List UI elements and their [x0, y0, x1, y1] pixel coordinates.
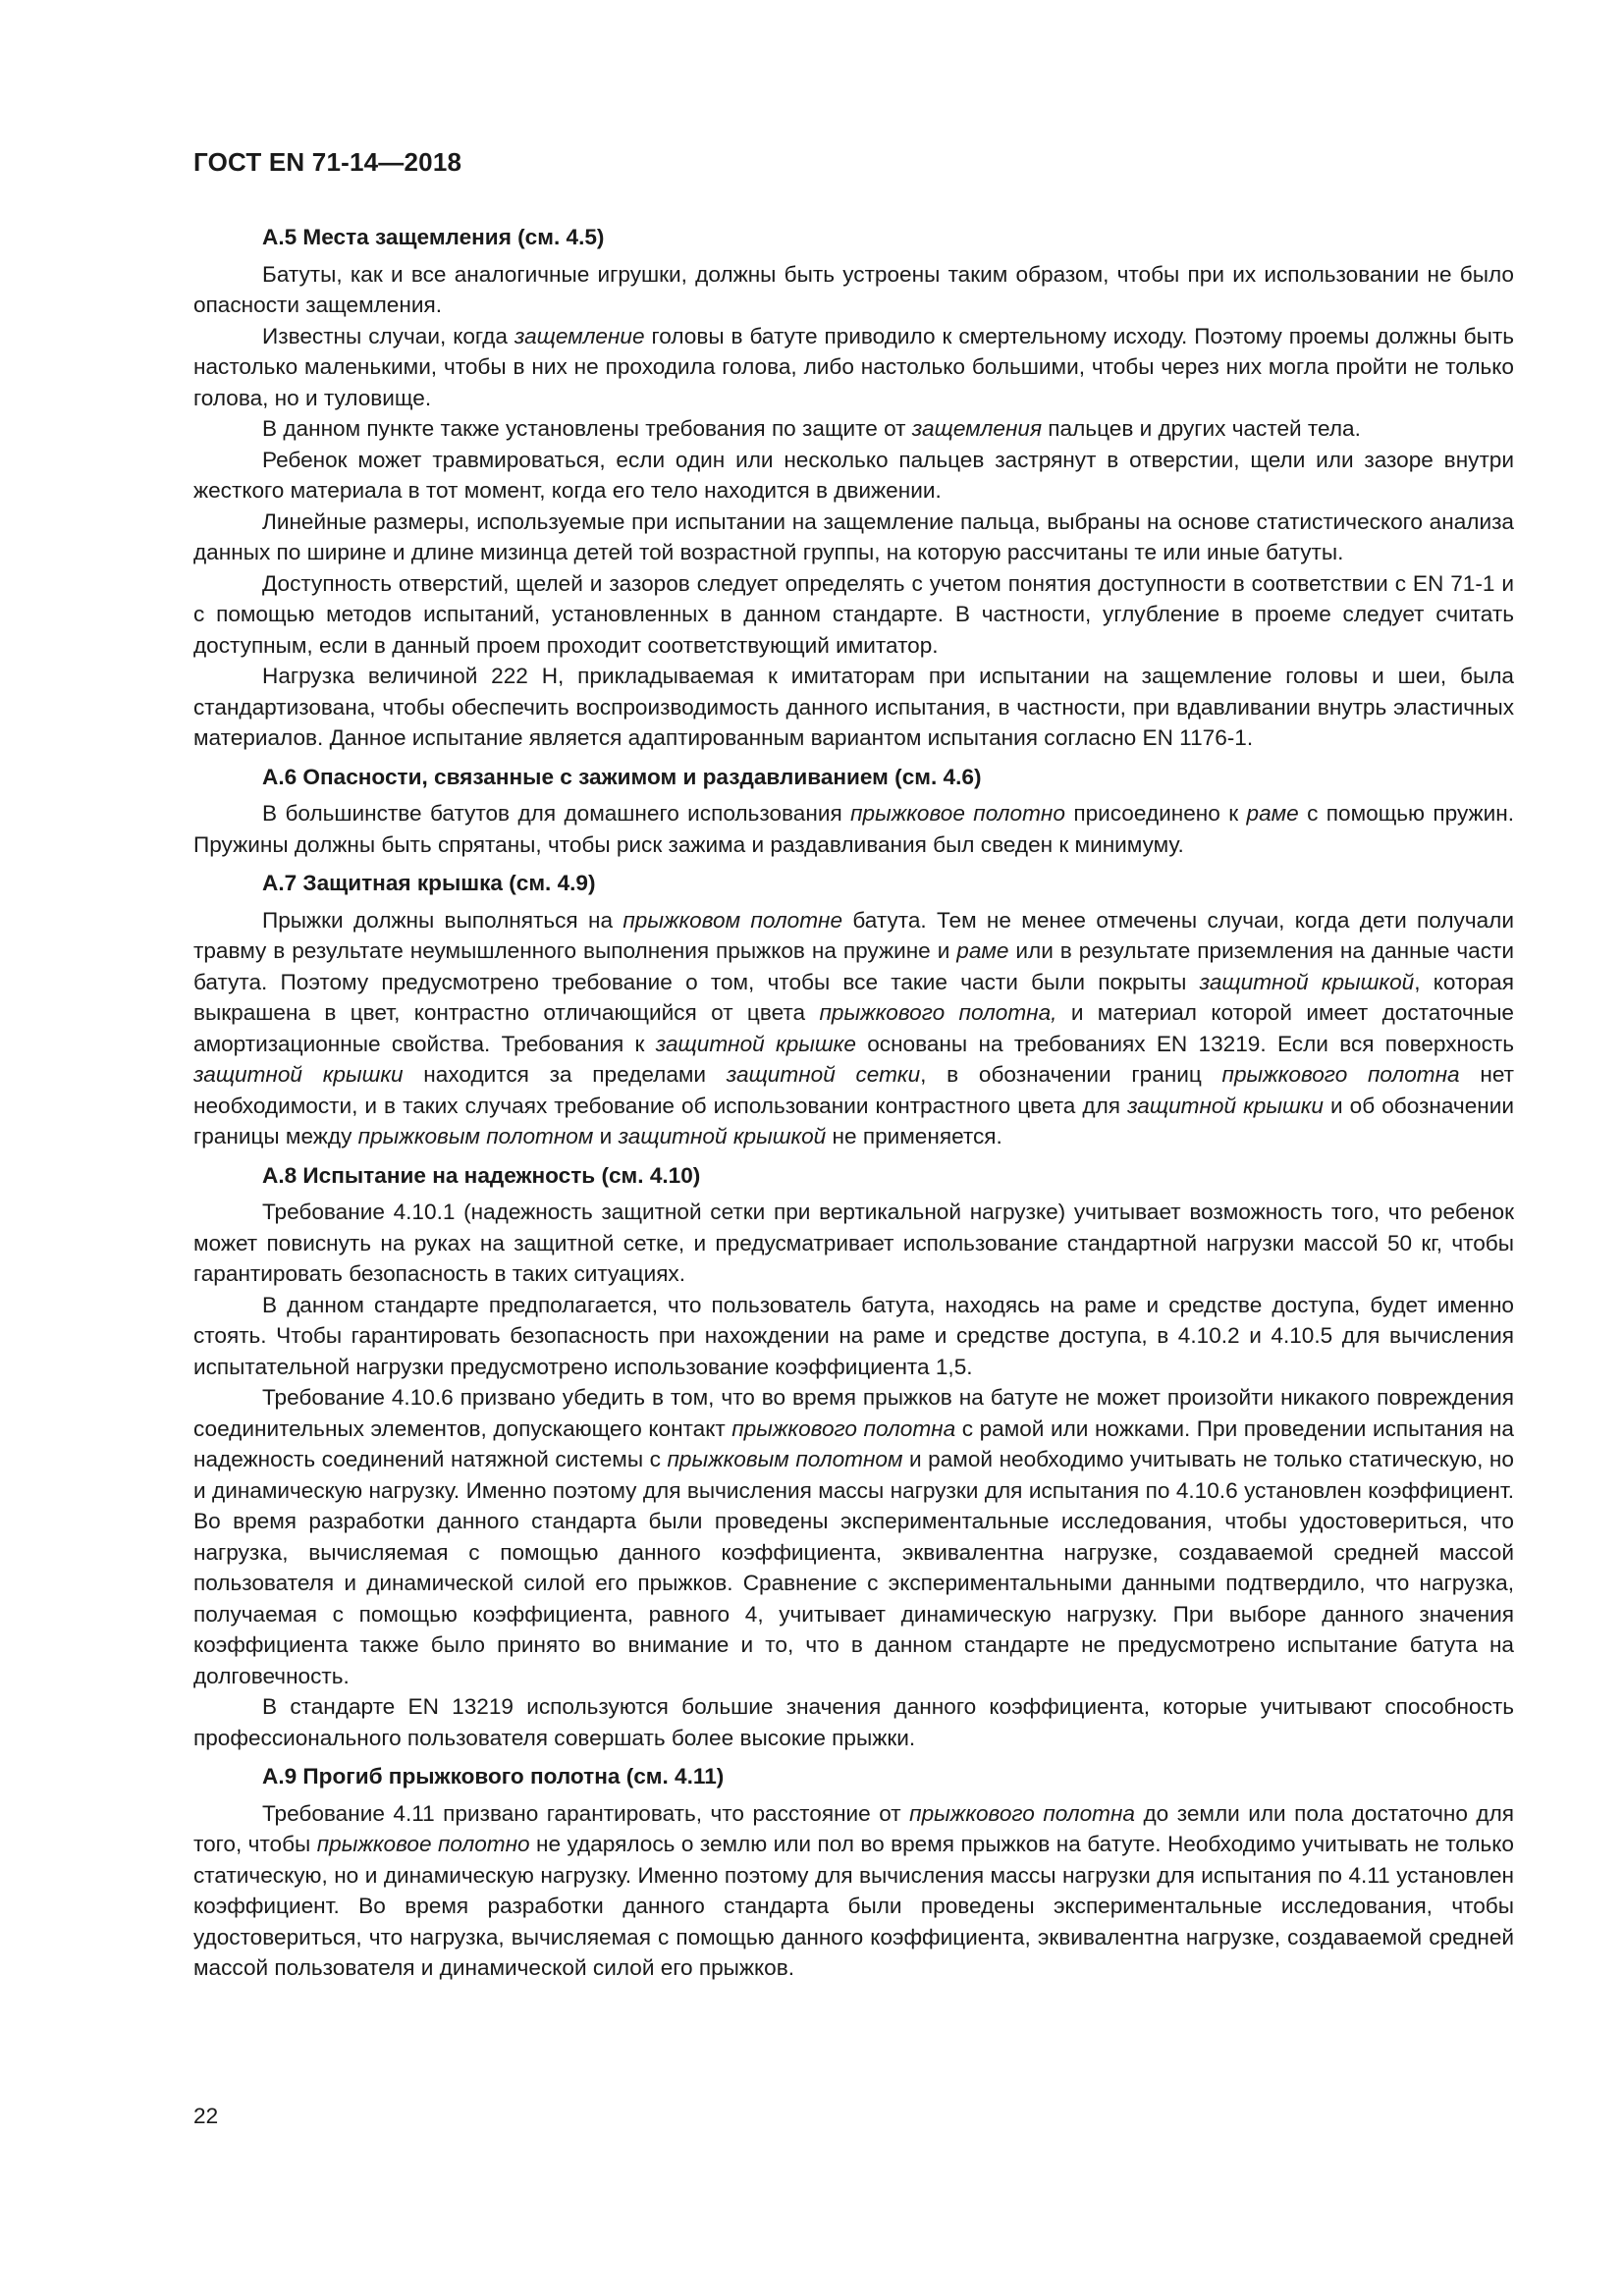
document-body: [193, 222, 1514, 1984]
italic-term: защитной крышке: [655, 1031, 856, 1056]
text-run: с помощью пружин. Пружины должны быть спрятаны, чтобы риск зажима и раздавливания был сведен к минимуму.: [193, 801, 1514, 857]
text-run: основаны на требованиях EN 13219. Если вся поверхность: [855, 1031, 1514, 1056]
text-run: или в результате приземления на данные части батута. Поэтому предусмотрено требование о том, чтобы все такие части были покрыты: [193, 938, 1514, 994]
page-number: 22: [193, 2104, 219, 2128]
italic-term: раме: [1246, 801, 1299, 826]
section-heading: А.7 Защитная крышка (см. 4.9): [262, 871, 596, 895]
body-paragraph: [193, 445, 1514, 507]
italic-term: прыжковым полотном: [357, 1124, 594, 1148]
italic-term: прыжкового полотна,: [819, 1000, 1057, 1025]
section-heading: А.5 Места защемления (см. 4.5): [262, 225, 605, 249]
body-paragraph: [193, 1197, 1514, 1290]
body-paragraph: [193, 259, 1514, 321]
text-run: Батуты, как и все аналогичные игрушки, должны быть устроены таким образом, чтобы при их использовании не было опасности защемления.: [193, 261, 1514, 317]
text-run: Прыжки должны выполняться на: [262, 907, 623, 933]
italic-term: раме: [956, 938, 1009, 963]
italic-term: защемления: [911, 416, 1043, 441]
body-paragraph: [193, 1798, 1514, 1984]
italic-term: защитной крышки: [193, 1062, 404, 1087]
text-run: Доступность отверстий, щелей и зазоров следует определять с учетом понятия доступности в соответствии с EN 71-1 и с помощью методов испытаний, установленных в данном стандарте. В частности, углубление в проеме следует считать доступным, если в данный проем проходит соответствующий имитатор.: [193, 570, 1514, 658]
italic-term: прыжковое полотно: [316, 1832, 530, 1856]
text-run: пальцев и других частей тела.: [1042, 416, 1361, 441]
text-run: и об обозначении границы между: [193, 1093, 1514, 1148]
text-run: и рамой необходимо учитывать не только статическую, но и динамическую нагрузку. Именно поэтому для вычисления массы нагрузки для испытания по 4.10.6 установлен коэффициент. Во время разработки данного стандарта были проведены экспериментальные исследования, чтобы удостовериться, что нагрузка, вычисляемая с помощью данного коэффициента, эквивалентна нагрузке, создаваемой средней массой пользователя и динамической силой его прыжков. Сравнение с экспериментальными данными подтвердило, что нагрузка, получаемая с помощью коэффициента, равного 4, учитывает динамическую нагрузку. При выборе данного значения коэффициента также было принято во внимание и то, что в данном стандарте не предусмотрено испытание батута на долговечность.: [193, 1447, 1514, 1688]
text-run: Нагрузка величиной 222 Н, прикладываемая к имитаторам при испытании на защемление головы и шеи, была стандартизована, чтобы обеспечить воспроизводимость данного испытания, в частности, при вдавливании внутрь эластичных материалов. Данное испытание является адаптированным вариантом испытания согласно EN 1176-1.: [193, 664, 1514, 750]
text-run: не применяется.: [826, 1124, 1002, 1148]
italic-term: защитной крышкой: [1199, 969, 1415, 994]
text-run: Линейные размеры, используемые при испытании на защемление пальца, выбраны на основе статистического анализа данных по ширине и длине мизинца детей той возрастной группы, на которую рассчитаны те или иные батуты.: [193, 508, 1514, 564]
body-paragraph: [193, 1691, 1514, 1753]
body-paragraph: [193, 413, 1514, 445]
text-run: В данном стандарте предполагается, что пользователь батута, находясь на раме и средстве доступа, будет именно стоять. Чтобы гарантировать безопасность при нахождении на раме и средстве доступа, в 4.10.2 и 4.10.5 для вычисления испытательной нагрузки предусмотрено использование коэффициента 1,5.: [193, 1292, 1514, 1379]
text-run: батута. Тем не менее отмечены случаи, когда дети получали травму в результате неумышленного выполнения прыжков на пружине и: [193, 907, 1514, 963]
text-run: Известны случаи, когда: [262, 323, 514, 348]
body-paragraph: [193, 1382, 1514, 1691]
text-run: находится за пределами: [403, 1062, 727, 1087]
body-paragraph: [193, 661, 1514, 754]
text-run: нет необходимости, и в таких случаях требование об использовании контрастного цвета для: [193, 1062, 1514, 1118]
text-run: В большинстве батутов для домашнего использования: [262, 801, 851, 826]
italic-term: защемление: [514, 323, 645, 348]
text-run: с рамой или ножками. При проведении испытания на надежность соединений натяжной системы с: [193, 1415, 1514, 1471]
italic-term: прыжкового полотна: [1221, 1062, 1460, 1087]
section-heading: А.8 Испытание на надежность (см. 4.10): [262, 1162, 701, 1188]
italic-term: защитной крышкой: [618, 1124, 827, 1148]
italic-term: защитной крышки: [1127, 1093, 1324, 1118]
text-run: Требование 4.10.6 призвано убедить в том, что во время прыжков на батуте не может произойти никакого повреждения соединительных элементов, допускающего контакт: [193, 1385, 1514, 1441]
text-run: Требование 4.10.1 (надежность защитной сетки при вертикальной нагрузке) учитывает возможность того, что ребенок может повиснуть на руках на защитной сетке, и предусматривает использование стандартной нагрузки массой 50 кг, чтобы гарантировать безопасность в таких ситуациях.: [193, 1200, 1514, 1286]
section-heading: А.6 Опасности, связанные с зажимом и раздавливанием (см. 4.6): [262, 764, 982, 789]
text-run: Требование 4.11 призвано гарантировать, что расстояние от: [262, 1800, 910, 1826]
body-paragraph: [193, 507, 1514, 568]
body-paragraph: [193, 798, 1514, 860]
text-run: до земли или пола достаточно для того, чтобы: [193, 1800, 1514, 1856]
italic-term: прыжкового полотна: [731, 1415, 956, 1441]
italic-term: защитной сетки: [726, 1062, 921, 1087]
body-paragraph: [193, 321, 1514, 414]
text-run: присоединено к: [1064, 801, 1247, 826]
section-heading: А.9 Прогиб прыжкового полотна (см. 4.11): [262, 1764, 725, 1789]
body-paragraph: [193, 905, 1514, 1152]
text-run: и: [593, 1124, 619, 1148]
text-run: В данном пункте также установлены требования по защите от: [262, 416, 912, 441]
body-paragraph: [193, 1290, 1514, 1383]
text-run: В стандарте EN 13219 используются большие значения данного коэффициента, которые учитывают способность профессионального пользователя совершать более высокие прыжки.: [193, 1694, 1514, 1750]
text-run: , которая выкрашена в цвет, контрастно отличающийся от цвета: [193, 969, 1514, 1025]
text-run: головы в батуте приводило к смертельному исходу. Поэтому проемы должны быть настолько маленькими, чтобы в них не проходила голова, либо настолько большими, чтобы через них могла пройти не только голова, но и туловище.: [193, 323, 1514, 410]
document-header: ГОСТ EN 71-14—2018: [193, 147, 462, 177]
italic-term: прыжкового полотна: [909, 1800, 1135, 1826]
text-run: , в обозначении границ: [920, 1062, 1222, 1087]
text-run: и материал которой имеет достаточные амортизационные свойства. Требования к: [193, 1000, 1514, 1056]
italic-term: прыжковом полотне: [623, 907, 843, 933]
italic-term: прыжковым полотном: [667, 1447, 903, 1471]
body-paragraph: [193, 568, 1514, 662]
text-run: не ударялось о землю или пол во время прыжков на батуте. Необходимо учитывать не только статическую, но и динамическую нагрузку. Именно поэтому для вычисления массы нагрузки для испытания по 4.11 установлен коэффициент. Во время разработки данного стандарта были проведены экспериментальные исследования, чтобы удостовериться, что нагрузка, вычисляемая с помощью данного коэффициента, эквивалентна нагрузке, создаваемой средней массой пользователя и динамической силой его прыжков.: [193, 1832, 1514, 1980]
italic-term: прыжковое полотно: [850, 801, 1065, 826]
text-run: Ребенок может травмироваться, если один или несколько пальцев застрянут в отверстии, щели или зазоре внутри жесткого материала в тот момент, когда его тело находится в движении.: [193, 447, 1514, 503]
